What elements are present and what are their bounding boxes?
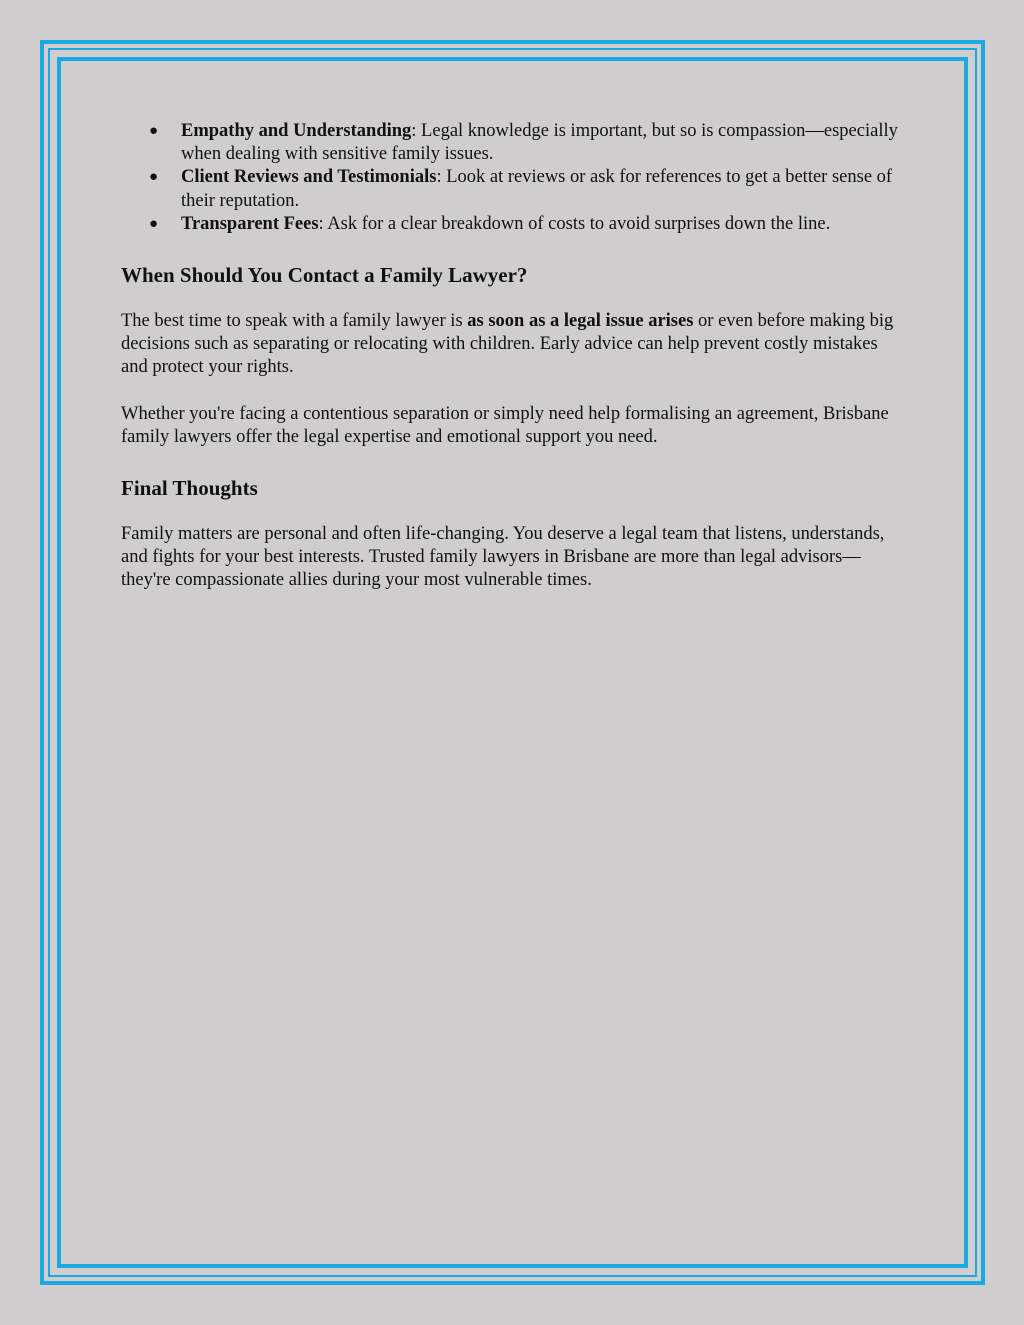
list-item: [149, 213, 903, 236]
paragraph-best-time: [121, 310, 903, 380]
paragraph-final-thoughts: Family matters are personal and often life-changing. You deserve a legal team that listens, understands, and fights for your best interests. Trusted family lawyers in Brisbane are more than legal advisors—they're compassionate allies during your most vulnerable times.: [121, 524, 885, 591]
bullet-icon: ●: [149, 123, 159, 139]
bullet-icon: ●: [149, 215, 159, 232]
criteria-list: [121, 120, 903, 236]
bullet-icon: ●: [149, 169, 159, 186]
section-heading-final-thoughts: Final Thoughts: [121, 476, 258, 501]
list-item-term: Transparent Fees: [181, 213, 319, 234]
paragraph-brisbane-lawyers: Whether you're facing a contentious separation or simply need help formalising an agreement, Brisbane family lawyers offer the legal expertise and emotional support you need.: [121, 403, 889, 447]
list-item-text: : Ask for a clear breakdown of costs to avoid surprises down the line.: [318, 213, 831, 234]
document-body: [121, 120, 903, 616]
list-item-text: : Look at reviews or ask for references to get a better sense of their reputation.: [181, 167, 893, 211]
list-item-text: : Legal knowledge is important, but so is compassion—especially when dealing with sensitive family issues.: [181, 121, 898, 165]
section-heading-contact: When Should You Contact a Family Lawyer?: [121, 263, 528, 288]
paragraph-emphasis: as soon as a legal issue arises: [467, 311, 694, 332]
paragraph-text: The best time to speak with a family lawyer is: [121, 311, 468, 332]
list-item-term: Client Reviews and Testimonials: [181, 167, 437, 188]
list-item: [149, 120, 903, 166]
list-item-term: Empathy and Understanding: [181, 121, 412, 141]
paragraph-text: or even before making big decisions such as separating or relocating with children. Early advice can help prevent costly mistakes and protect your rights.: [121, 311, 894, 378]
list-item: [149, 166, 903, 212]
